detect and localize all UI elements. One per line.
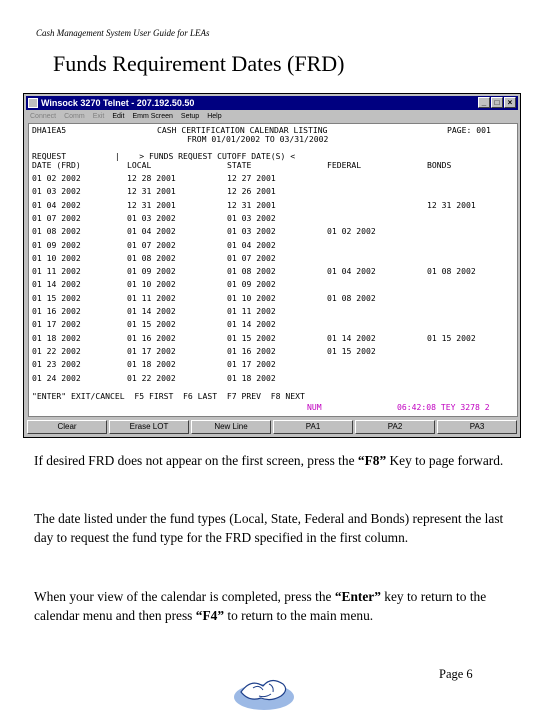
fkey-button-5[interactable]: PA3 <box>437 420 517 434</box>
table-cell: 01 22 2002 <box>32 345 81 356</box>
column-group-header: REQUEST | > FUNDS REQUEST CUTOFF DATE(S) < <box>32 151 296 161</box>
table-cell: 01 14 2002 <box>32 279 81 290</box>
table-cell: 01 03 2002 <box>227 212 276 223</box>
key-name: “F4” <box>195 608 225 623</box>
status-line: 06:42:08 TEY 3278 2 <box>397 402 490 412</box>
menu-bar <box>26 111 518 122</box>
column-header: STATE <box>227 160 252 170</box>
system-menu-icon[interactable] <box>28 98 38 108</box>
table-cell: 01 16 2002 <box>32 306 81 316</box>
table-cell: 01 08 2002 <box>32 226 81 237</box>
menu-item-2[interactable]: Exit <box>92 113 105 120</box>
table-cell: 01 09 2002 <box>32 239 81 250</box>
table-cell: 01 15 2002 <box>427 332 476 343</box>
table-cell: 01 17 2002 <box>127 345 176 356</box>
key-name: “F8” <box>357 453 387 468</box>
paragraph-text: Key to page forward. <box>386 453 504 468</box>
terminal-date-range: FROM 01/01/2002 TO 03/31/2002 <box>187 134 329 144</box>
table-cell: 01 09 2002 <box>127 266 176 277</box>
table-cell: 01 03 2002 <box>227 226 276 237</box>
table-cell: 01 08 2002 <box>227 266 276 277</box>
table-cell: 12 31 2001 <box>127 186 176 197</box>
instruction-paragraph-exit <box>34 587 504 625</box>
menu-item-0[interactable]: Connect <box>30 113 57 120</box>
menu-item-3[interactable]: Edit <box>112 113 125 120</box>
window-controls <box>478 97 516 108</box>
page-number: Page 6 <box>439 667 473 681</box>
table-cell: 12 27 2001 <box>227 173 276 183</box>
fkey-button-3[interactable]: PA1 <box>273 420 353 434</box>
paragraph-text: The date listed under the fund types (Local, State, Federal and Bonds) represent the last day to request the fund type for the FRD specified in the first column. <box>34 511 504 545</box>
terminal-userid: DHA1EA5 <box>32 125 67 135</box>
table-cell: 01 15 2002 <box>32 292 81 303</box>
telnet-window <box>23 93 521 438</box>
key-name: “Enter” <box>334 589 381 604</box>
minimize-icon[interactable]: _ <box>478 97 490 108</box>
menu-item-6[interactable]: Help <box>207 113 222 120</box>
window-title: Winsock 3270 Telnet - 207.192.50.50 <box>41 98 195 108</box>
instruction-paragraph-dates <box>34 509 504 547</box>
table-cell: 01 18 2002 <box>32 332 81 343</box>
fkey-button-4[interactable]: PA2 <box>355 420 435 434</box>
table-cell: 01 04 2002 <box>32 199 81 210</box>
hands-logo-icon <box>229 670 299 712</box>
table-cell: 01 18 2002 <box>127 359 176 370</box>
fkey-button-2[interactable]: New Line <box>191 420 271 434</box>
page-title: Funds Requirement Dates (FRD) <box>53 51 345 76</box>
table-cell: 01 17 2002 <box>32 319 81 330</box>
maximize-icon[interactable]: □ <box>491 97 503 108</box>
table-cell: 01 03 2002 <box>127 212 176 223</box>
table-cell: 01 04 2002 <box>327 266 376 277</box>
menu-item-4[interactable]: Emm Screen <box>132 113 173 120</box>
table-cell: 01 02 2002 <box>32 173 81 183</box>
paragraph-text: key to return to the calendar menu and then press <box>34 589 487 623</box>
table-cell: 01 11 2002 <box>127 292 176 303</box>
terminal-footer-keys: "ENTER" EXIT/CANCEL F5 FIRST F6 LAST F7 PREV F8 NEXT <box>32 391 305 401</box>
table-cell: 01 11 2002 <box>32 266 81 277</box>
table-cell: 01 10 2002 <box>127 279 176 290</box>
table-cell: 01 08 2002 <box>127 252 176 263</box>
terminal-screen[interactable] <box>28 123 518 417</box>
table-cell: 01 04 2002 <box>227 239 276 250</box>
table-cell: 01 15 2002 <box>127 319 176 330</box>
close-icon[interactable]: × <box>504 97 516 108</box>
menu-item-1[interactable]: Comm <box>64 113 85 120</box>
table-cell: 01 08 2002 <box>327 292 376 303</box>
table-cell: 12 31 2001 <box>427 199 476 210</box>
menu-item-5[interactable]: Setup <box>180 113 200 120</box>
column-header: DATE (FRD) <box>32 160 81 170</box>
table-cell: 01 18 2002 <box>227 372 276 383</box>
table-cell: 01 10 2002 <box>32 252 81 263</box>
table-cell: 01 14 2002 <box>127 306 176 316</box>
instruction-paragraph-f8 <box>34 451 504 470</box>
fkey-button-0[interactable]: Clear <box>27 420 107 434</box>
table-cell: 01 15 2002 <box>227 332 276 343</box>
column-header: LOCAL <box>127 160 152 170</box>
table-cell: 01 04 2002 <box>127 226 176 237</box>
paragraph-text: If desired FRD does not appear on the first screen, press the <box>34 453 358 468</box>
table-cell: 01 07 2002 <box>32 212 81 223</box>
table-cell: 01 16 2002 <box>227 345 276 356</box>
table-cell: 01 10 2002 <box>227 292 276 303</box>
table-cell: 12 28 2001 <box>127 173 176 183</box>
window-titlebar <box>26 96 518 110</box>
column-header: FEDERAL <box>327 160 362 170</box>
table-cell: 01 24 2002 <box>32 372 81 383</box>
status-num: NUM <box>307 402 322 412</box>
paragraph-text: When your view of the calendar is completed, press the <box>34 589 335 604</box>
table-cell: 01 11 2002 <box>227 306 276 316</box>
doc-header: Cash Management System User Guide for LEAs <box>36 28 210 38</box>
table-cell: 01 17 2002 <box>227 359 276 370</box>
terminal-title: CASH CERTIFICATION CALENDAR LISTING <box>157 125 328 135</box>
table-cell: 01 23 2002 <box>32 359 81 370</box>
table-cell: 01 14 2002 <box>327 332 376 343</box>
table-cell: 12 31 2001 <box>127 199 176 210</box>
table-cell: 01 07 2002 <box>227 252 276 263</box>
table-cell: 01 03 2002 <box>32 186 81 197</box>
table-cell: 01 02 2002 <box>327 226 376 237</box>
table-cell: 12 31 2001 <box>227 199 276 210</box>
function-key-bar <box>27 420 517 434</box>
paragraph-text: to return to the main menu. <box>224 608 374 623</box>
column-header: BONDS <box>427 160 452 170</box>
fkey-button-1[interactable]: Erase LOT <box>109 420 189 434</box>
table-cell: 01 07 2002 <box>127 239 176 250</box>
table-cell: 12 26 2001 <box>227 186 276 197</box>
terminal-page: PAGE: 001 <box>447 125 491 135</box>
table-cell: 01 15 2002 <box>327 345 376 356</box>
table-cell: 01 22 2002 <box>127 372 176 383</box>
table-cell: 01 14 2002 <box>227 319 276 330</box>
table-cell: 01 16 2002 <box>127 332 176 343</box>
table-cell: 01 09 2002 <box>227 279 276 290</box>
table-cell: 01 08 2002 <box>427 266 476 277</box>
